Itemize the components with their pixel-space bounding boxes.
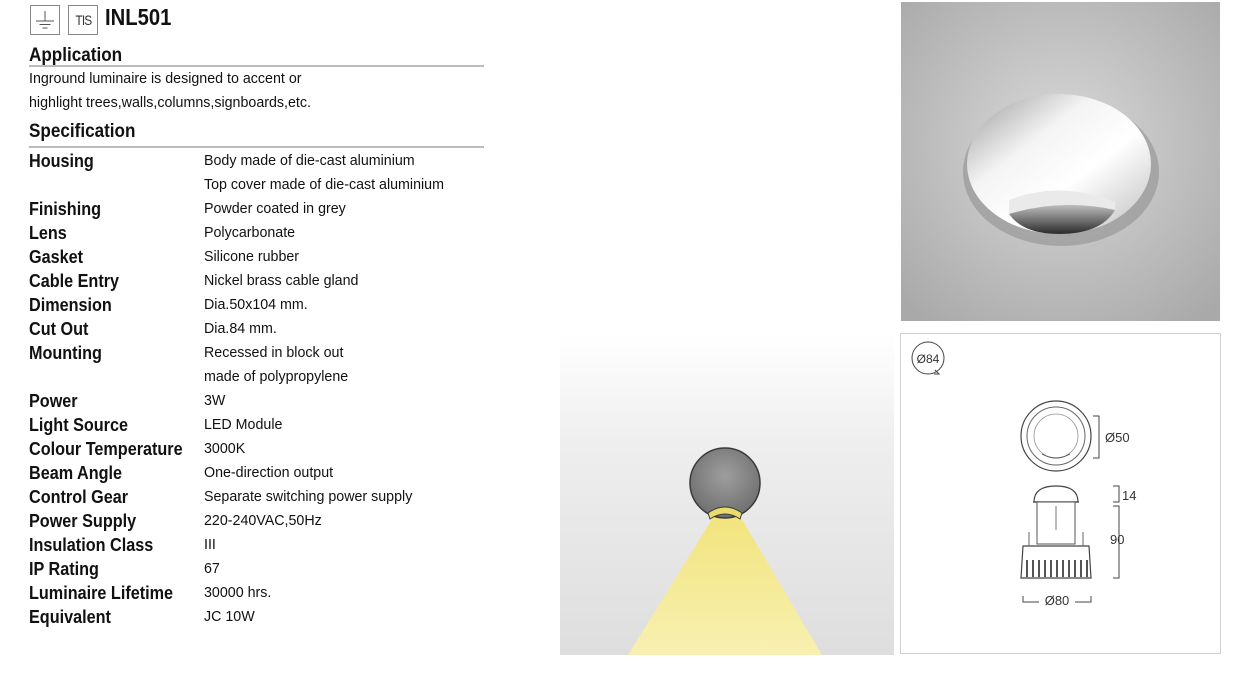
spec-value: Dia.50x104 mm. (204, 296, 308, 313)
spec-label (29, 245, 204, 269)
spec-value: Top cover made of die-cast aluminium (204, 176, 444, 193)
spec-label (29, 437, 204, 461)
spec-label (29, 149, 204, 197)
spec-label (29, 605, 204, 629)
side-view (1021, 486, 1136, 608)
spec-label (29, 461, 204, 485)
earth-ground-icon (30, 5, 60, 35)
spec-row (29, 389, 457, 413)
application-text (29, 67, 489, 115)
spec-value: made of polypropylene (204, 368, 349, 385)
spec-values (204, 413, 287, 437)
spec-label-text: Light Source (29, 415, 129, 435)
spec-row (29, 509, 457, 533)
spec-label (29, 413, 204, 437)
spec-value: LED Module (204, 416, 283, 433)
spec-value: 67 (204, 560, 220, 577)
spec-label (29, 581, 204, 605)
spec-value: Powder coated in grey (204, 200, 346, 217)
spec-label-text: Dimension (29, 295, 112, 315)
application-line: Inground luminaire is designed to accent or (29, 70, 302, 87)
spec-row (29, 341, 457, 389)
spec-values (204, 605, 257, 629)
spec-row (29, 413, 457, 437)
spec-label-text: Finishing (29, 199, 101, 219)
spec-label (29, 269, 204, 293)
spec-values (204, 197, 353, 221)
spec-values (204, 533, 217, 557)
spec-label-text: Power Supply (29, 511, 137, 531)
spec-value: 3W (204, 392, 226, 409)
spec-label-text: Cable Entry (29, 271, 120, 291)
diameter-label: Ø50 (1105, 430, 1130, 445)
technical-drawing (900, 333, 1221, 654)
spec-values (204, 269, 367, 293)
spec-values (204, 461, 340, 485)
spec-row (29, 149, 457, 197)
spec-value: 3000K (204, 440, 246, 457)
application-line: highlight trees,walls,columns,signboards,etc. (29, 94, 311, 111)
spec-row (29, 461, 457, 485)
spec-label-text: Lens (29, 223, 67, 243)
product-photo (901, 2, 1220, 321)
spec-value: 30000 hrs. (204, 584, 272, 601)
spec-row (29, 317, 457, 341)
spec-label-text: Control Gear (29, 487, 129, 507)
spec-value: Dia.84 mm. (204, 320, 277, 337)
spec-values (204, 149, 457, 197)
spec-values (204, 245, 304, 269)
spec-label-text: Insulation Class (29, 535, 154, 555)
spec-values (204, 437, 247, 461)
base-diameter-label: Ø80 (1044, 593, 1070, 608)
spec-label-text: Cut Out (29, 319, 89, 339)
spec-label-text: IP Rating (29, 559, 99, 579)
spec-label-text: Gasket (29, 247, 84, 267)
specification-heading (29, 121, 484, 148)
spec-value: JC 10W (204, 608, 255, 625)
cutout-badge (912, 342, 944, 374)
application-heading (29, 45, 484, 67)
spec-value: Recessed in block out (204, 344, 344, 361)
spec-label (29, 389, 204, 413)
spec-values (204, 389, 227, 413)
spec-row (29, 533, 457, 557)
spec-label-text: Luminaire Lifetime (29, 583, 174, 603)
spec-label (29, 533, 204, 557)
spec-row (29, 485, 457, 509)
spec-values (204, 557, 221, 581)
spec-value: Nickel brass cable gland (204, 272, 359, 289)
model-number: INL501 (105, 4, 172, 30)
spec-label-text: Beam Angle (29, 463, 123, 483)
beam-illustration (560, 333, 894, 655)
spec-label (29, 293, 204, 317)
spec-row (29, 221, 457, 245)
spec-label (29, 341, 204, 389)
spec-value: Separate switching power supply (204, 488, 413, 505)
specification-heading-text: Specification (29, 121, 136, 142)
tis-mark-label: TIS (75, 12, 91, 28)
spec-values (204, 221, 300, 245)
top-height-label: 14 (1122, 488, 1137, 503)
spec-row (29, 605, 457, 629)
cutout-label: Ø84 (916, 352, 940, 366)
spec-values (204, 485, 423, 509)
spec-row (29, 557, 457, 581)
spec-value: Body made of die-cast aluminium (204, 152, 415, 169)
spec-label-text: Housing (29, 151, 94, 171)
spec-label (29, 557, 204, 581)
spec-value: III (204, 536, 216, 553)
spec-values (204, 581, 275, 605)
spec-label-text: Mounting (29, 343, 102, 363)
spec-value: Silicone rubber (204, 248, 300, 265)
spec-row (29, 581, 457, 605)
spec-row (29, 437, 457, 461)
application-heading-text: Application (29, 45, 123, 66)
spec-label (29, 197, 204, 221)
spec-label-text: Power (29, 391, 78, 411)
top-view (1021, 401, 1130, 471)
tis-mark (68, 5, 98, 35)
spec-row (29, 197, 457, 221)
spec-value: 220-240VAC,50Hz (204, 512, 322, 529)
body-height-label: 90 (1110, 532, 1125, 547)
spec-label-text: Equivalent (29, 607, 111, 627)
spec-value: Polycarbonate (204, 224, 296, 241)
spec-label (29, 509, 204, 533)
spec-label (29, 317, 204, 341)
spec-values (204, 509, 328, 533)
spec-values (204, 293, 313, 317)
spec-table (29, 149, 457, 629)
spec-values (204, 317, 281, 341)
spec-row (29, 245, 457, 269)
spec-value: One-direction output (204, 464, 334, 481)
spec-label-text: Colour Temperature (29, 439, 183, 459)
spec-label (29, 485, 204, 509)
spec-row (29, 293, 457, 317)
spec-label (29, 221, 204, 245)
spec-values (204, 341, 356, 389)
spec-row (29, 269, 457, 293)
